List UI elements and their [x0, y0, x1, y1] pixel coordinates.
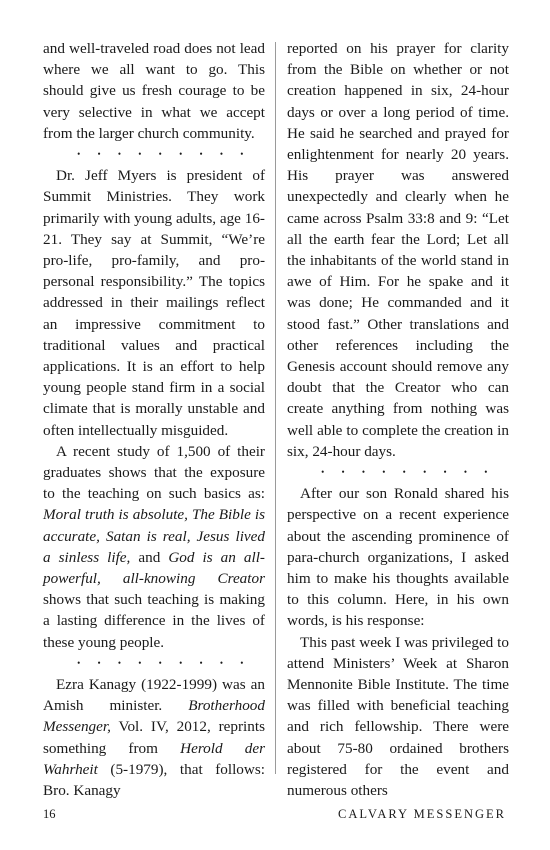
- section-separator: • • • • • • • • •: [321, 467, 495, 478]
- right-column: [287, 38, 509, 801]
- paragraph: This past week I was privileged to attend Ministers’ Week at Sharon Mennonite Bible Institute. The time was filled with beneficial teaching and rich fellowship. There were about 75-80 ordained brothers registered for the event and numerous others: [287, 633, 509, 800]
- paragraph: [43, 674, 265, 801]
- publication-title: CALVARY MESSENGER: [338, 807, 506, 821]
- paragraph: Dr. Jeff Myers is president of Summit Ministries. They work primarily with young adults, age 16-21. They say at Summit, “We’re pro-life, pro-family, and pro-personal responsibility.” The topics addressed in their mailings reflect an impressive commitment to traditional values and practical applications. It is an effort to help young people stand firm in a social climate that is morally unstable and often intellectually misguided.: [43, 167, 265, 439]
- column-divider: [275, 42, 276, 774]
- text-run: and: [130, 548, 169, 566]
- italic-text: God is an all-powerful, all-knowing Creator: [43, 548, 265, 588]
- text-run: shows that such teaching is making a lasting difference in the lives of these young people.: [43, 591, 265, 651]
- paragraph: [43, 441, 265, 653]
- italic-text: Brotherhood Messenger,: [43, 697, 265, 736]
- italic-text: Moral truth is absolute, The Bible is accurate, Satan is real, Jesus lived a sinless life,: [43, 506, 265, 566]
- paragraph: After our son Ronald shared his perspective on a recent experience about the ascending prominence of para-church organizations, I asked him to make his thoughts available to this column. Here, in his own words, is his response:: [287, 485, 509, 630]
- page-number: 16: [43, 807, 56, 821]
- paragraph: reported on his prayer for clarity from the Bible on whether or not creation happened in six, 24-hour days or over a long period of time. He said he searched and prayed for enlightenment for nearly 20 years. His prayer was answered unexpectedly and clearly when he came across Psalm 33:8 and 9: “Let all the earth fear the Lord; Let all the inhabitants of the world stand in awe of Him. For he spake and it was done; He commanded and it stood fast.” Other translations and other references including the Genesis account should remove any doubt that the Creator who can create anything from nothing was well able to complete the creation in six, 24-hour days.: [287, 40, 509, 460]
- section-separator: • • • • • • • • •: [77, 657, 251, 668]
- section-separator: • • • • • • • • •: [77, 149, 251, 160]
- italic-text: Herold der Wahrheit: [43, 739, 265, 778]
- text-run: Ezra Kanagy (1922-1999) was an Amish minister.: [43, 676, 265, 715]
- text-run: Vol. IV, 2012, reprints something from: [43, 718, 265, 757]
- left-column: [43, 38, 265, 801]
- paragraph: and well-traveled road does not lead where we all want to go. This should give us fresh courage to be very selective in what we accept from the larger church community.: [43, 40, 265, 142]
- text-run: A recent study of 1,500 of their graduates shows that the exposure to the teaching on such basics as:: [43, 442, 265, 503]
- text-run: (5-1979), that follows: Bro. Kanagy: [43, 760, 265, 800]
